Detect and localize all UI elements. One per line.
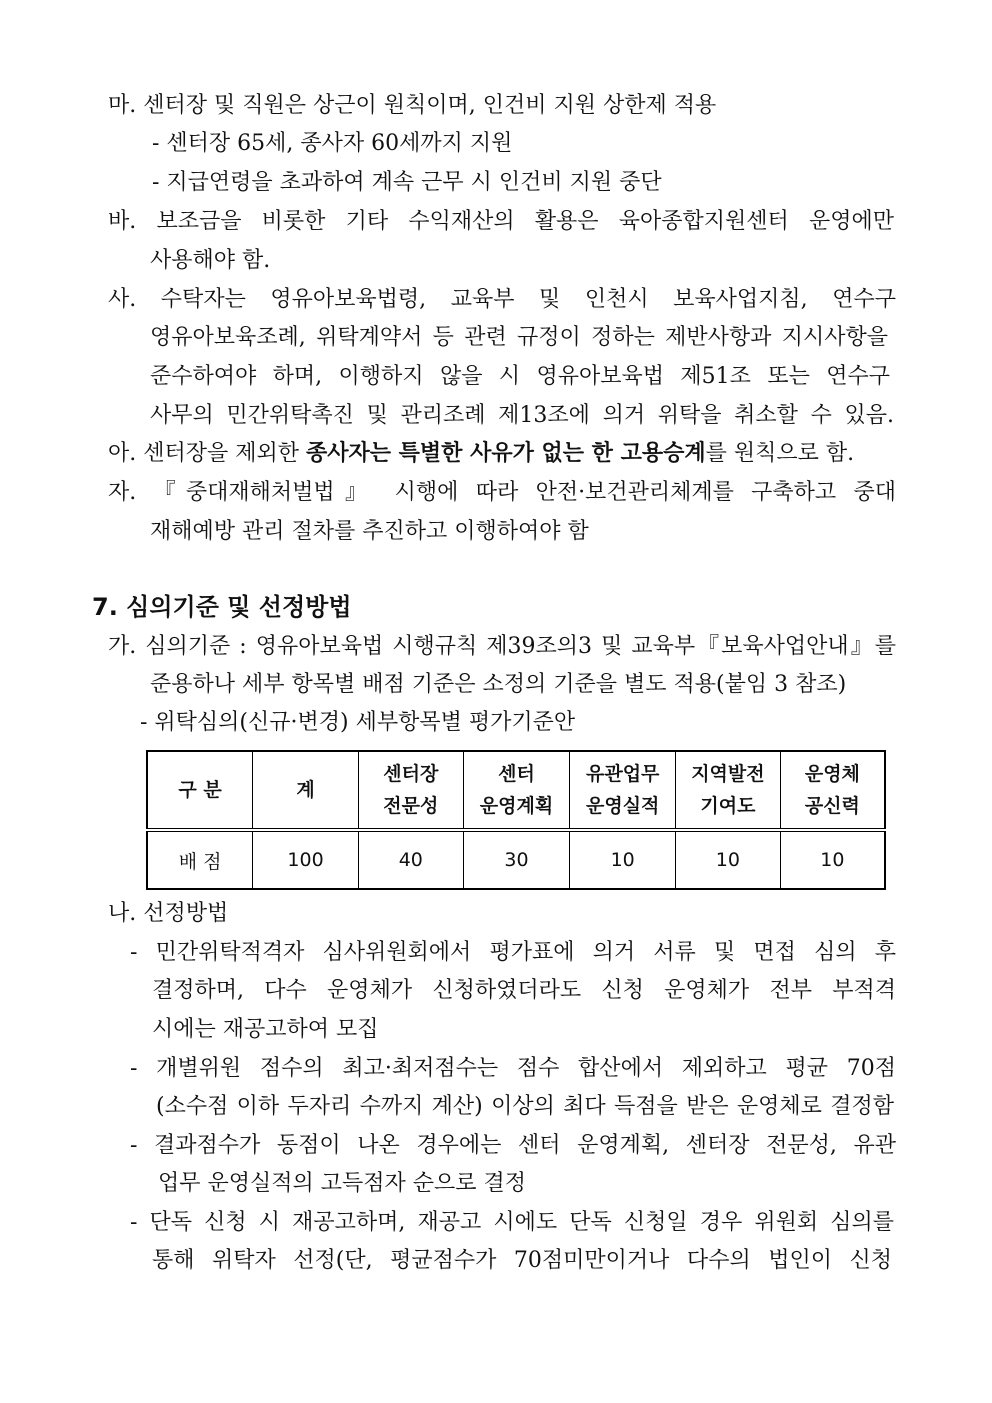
- cell-regional-contribution: 10: [676, 830, 781, 889]
- item-na-sub-3: - 결과점수가 동점이 나온 경우에는 센터 운영계획, 센터장 전문성, 유관: [130, 1133, 896, 1158]
- item-a-prefix: 아. 센터장을 제외한: [108, 441, 299, 466]
- item-na-sub-3-cont: 업무 운영실적의 고득점자 순으로 결정: [158, 1171, 527, 1196]
- item-ga-cont: 준용하나 세부 항목별 배점 기준은 소정의 기준을 별도 적용(붙임 3 참조): [150, 672, 847, 697]
- cell-director-expertise: 40: [358, 830, 463, 889]
- item-na-sub-2: - 개별위원 점수의 최고·최저점수는 점수 합산에서 제외하고 평균 70점: [130, 1056, 896, 1081]
- evaluation-table: [146, 750, 886, 890]
- item-ga: 가. 심의기준 : 영유아보육법 시행규칙 제39조의3 및 교육부『보육사업안내』를: [108, 634, 896, 659]
- table-row: [147, 830, 885, 889]
- item-a-suffix: 를 원칙으로 함.: [705, 441, 855, 466]
- cell-operator-credibility: 10: [780, 830, 885, 889]
- item-ba: 바. 보조금을 비롯한 기타 수익재산의 활용은 육아종합지원센터 운영에만: [108, 209, 894, 234]
- section-7-heading: 7. 심의기준 및 선정방법: [92, 593, 352, 621]
- item-na: 나. 선정방법: [108, 901, 229, 926]
- item-ja-cont: 재해예방 관리 절차를 추진하고 이행하여야 함: [150, 519, 589, 544]
- cell-center-plan: 30: [463, 830, 570, 889]
- item-na-sub-4-cont: 통해 위탁자 선정(단, 평균점수가 70점미만이거나 다수의 법인이 신청: [152, 1248, 892, 1273]
- item-a-bold: 종사자는 특별한 사유가 없는 한 고용승계: [306, 441, 706, 466]
- item-a: [108, 440, 854, 468]
- header-regional-contribution: 지역발전 기여도: [676, 751, 781, 830]
- item-ga-sub: - 위탁심의(신규·변경) 세부항목별 평가기준안: [140, 710, 576, 735]
- header-operator-credibility: 운영체 공신력: [780, 751, 885, 830]
- header-total: 계: [253, 751, 359, 830]
- row-label: 배 점: [147, 830, 253, 889]
- item-sa: 사. 수탁자는 영유아보육법령, 교육부 및 인천시 보육사업지침, 연수구: [108, 287, 896, 312]
- header-category: 구 분: [147, 751, 253, 830]
- item-ma: 마. 센터장 및 직원은 상근이 원칙이며, 인건비 지원 상한제 적용: [108, 93, 717, 118]
- item-sa-cont-2: 준수하여야 하며, 이행하지 않을 시 영유아보육법 제51조 또는 연수구: [150, 364, 890, 389]
- table-header-row: [147, 751, 885, 830]
- item-na-sub-1: - 민간위탁적격자 심사위원회에서 평가표에 의거 서류 및 면접 심의 후: [130, 940, 896, 965]
- item-ja: 자. 『중대재해처벌법』 시행에 따라 안전·보건관리체계를 구축하고 중대: [108, 480, 896, 505]
- item-na-sub-1-cont-1: 결정하며, 다수 운영체가 신청하였더라도 신청 운영체가 전부 부적격: [152, 978, 896, 1003]
- item-na-sub-4: - 단독 신청 시 재공고하며, 재공고 시에도 단독 신청일 경우 위원회 심의를: [130, 1210, 894, 1235]
- item-sa-cont-3: 사무의 민간위탁촉진 및 관리조례 제13조에 의거 위탁을 취소할 수 있음.: [150, 403, 894, 428]
- item-ba-cont: 사용해야 함.: [150, 248, 271, 273]
- header-related-performance: 유관업무 운영실적: [570, 751, 676, 830]
- cell-related-performance: 10: [570, 830, 676, 889]
- item-na-sub-2-cont: (소수점 이하 두자리 수까지 계산) 이상의 최다 득점을 받은 운영체로 결정함: [156, 1094, 894, 1119]
- item-na-sub-1-cont-2: 시에는 재공고하여 모집: [152, 1017, 379, 1042]
- item-ma-sub-1: - 센터장 65세, 종사자 60세까지 지원: [152, 131, 513, 156]
- header-center-plan: 센터 운영계획: [463, 751, 570, 830]
- item-ma-sub-2: - 지급연령을 초과하여 계속 근무 시 인건비 지원 중단: [152, 170, 662, 195]
- header-director-expertise: 센터장 전문성: [358, 751, 463, 830]
- item-sa-cont-1: 영유아보육조례, 위탁계약서 등 관련 규정이 정하는 제반사항과 지시사항을: [150, 325, 888, 350]
- cell-total: 100: [253, 830, 359, 889]
